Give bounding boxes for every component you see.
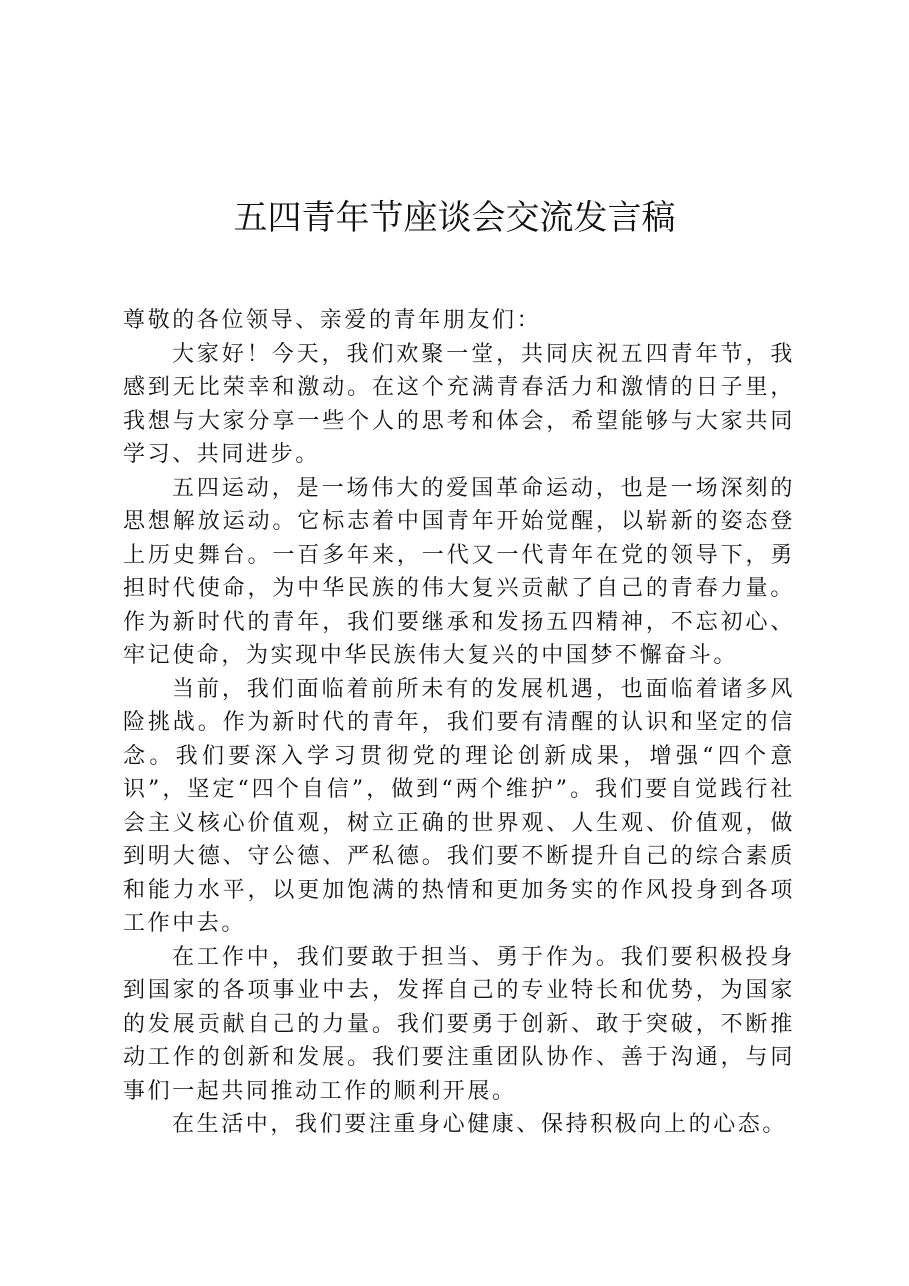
paragraph-work: 在工作中，我们要敢于担当、勇于作为。我们要积极投身到国家的各项事业中去，发挥自己的专业特长和优势，为国家的发展贡献自己的力量。我们要勇于创新、敢于突破，不断推动工作的创新和发展。我们要注重团队协作、善于沟通，与同事们一起共同推动工作的顺利开展。 [123,944,795,1104]
paragraph-life: 在生活中，我们要注重身心健康、保持积极向上的心态。 [172,1112,788,1137]
paragraph-may-fourth-movement: 五四运动，是一场伟大的爱国革命运动，也是一场深刻的思想解放运动。它标志着中国青年开始觉醒，以崭新的姿态登上历史舞台。一百多年来，一代又一代青年在党的领导下，勇担时代使命，为中华民族的伟大复兴贡献了自己的青春力量。作为新时代的青年，我们要继承和发扬五四精神，不忘初心、牢记使命，为实现中华民族伟大复兴的中国梦不懈奋斗。 [123,475,795,668]
salutation: 尊敬的各位领导、亲爱的青年朋友们： [123,308,542,333]
paragraph-greeting: 大家好！今天，我们欢聚一堂，共同庆祝五四青年节，我感到无比荣幸和激动。在这个充满青春活力和激情的日子里，我想与大家分享一些个人的思考和体会，希望能够与大家共同学习、共同进步。 [123,341,795,467]
document-body [123,304,795,1142]
paragraph-current-challenges: 当前，我们面临着前所未有的发展机遇，也面临着诸多风险挑战。作为新时代的青年，我们要有清醒的认识和坚定的信念。我们要深入学习贯彻党的理论创新成果，增强“四个意识”，坚定“四个自信”，做到“两个维护”。我们要自觉践行社会主义核心价值观，树立正确的世界观、人生观、价值观，做到明大德、守公德、严私德。我们要不断提升自己的综合素质和能力水平，以更加饱满的热情和更加务实的作风投身到各项工作中去。 [123,676,795,936]
document-title: 五四青年节座谈会交流发言稿 [233,198,676,238]
